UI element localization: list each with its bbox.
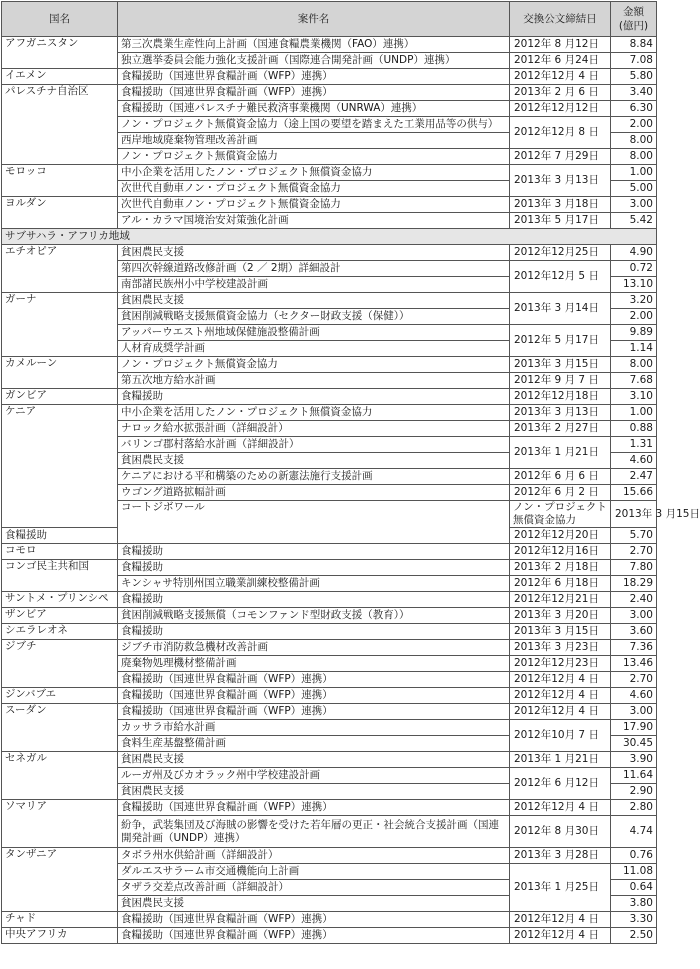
date-cell: 2012年12月 4 日 xyxy=(510,928,611,944)
date-cell: 2012年12月 4 日 xyxy=(510,800,611,816)
date-cell: 2012年12月 4 日 xyxy=(510,912,611,928)
table-row xyxy=(2,85,657,101)
country-cell: ジンバブエ xyxy=(2,688,118,704)
amount-cell: 6.30 xyxy=(611,101,657,117)
amount-cell: 7.08 xyxy=(611,53,657,69)
project-cell: 貧困農民支援 xyxy=(118,784,510,800)
project-cell: ノン・プロジェクト無償資金協力 xyxy=(510,501,611,528)
project-cell: 貧困農民支援 xyxy=(118,453,510,469)
project-cell: ノン・プロジェクト無償資金協力 xyxy=(118,357,510,373)
amount-cell: 1.00 xyxy=(611,405,657,421)
amount-cell: 3.10 xyxy=(611,389,657,405)
country-cell: ガーナ xyxy=(2,293,118,357)
table-row xyxy=(2,608,657,624)
country-cell: モロッコ xyxy=(2,165,118,197)
project-cell: 第三次農業生産性向上計画（国連食糧農業機関（FAO）連携） xyxy=(118,37,510,53)
region-label: サブサハラ・アフリカ地域 xyxy=(2,229,657,245)
table-body xyxy=(2,37,700,944)
project-cell: アッパーウエスト州地域保健施設整備計画 xyxy=(118,325,510,341)
table-row xyxy=(2,752,657,768)
project-cell: 食糧援助（国連世界食糧計画（WFP）連携） xyxy=(118,69,510,85)
project-cell: 食糧援助（国連世界食糧計画（WFP）連携） xyxy=(118,704,510,720)
project-cell: 貧困農民支援 xyxy=(118,896,510,912)
date-cell: 2013年 2 月27日 xyxy=(510,421,611,437)
amount-cell: 3.00 xyxy=(611,608,657,624)
date-cell: 2013年 2 月 6 日 xyxy=(510,85,611,101)
amount-cell: 2.40 xyxy=(611,592,657,608)
project-cell: ノン・プロジェクト無償資金協力 xyxy=(118,149,510,165)
date-cell: 2012年 6 月 2 日 xyxy=(510,485,611,501)
date-cell: 2012年 8 月30日 xyxy=(510,816,611,848)
date-cell: 2012年12月 5 日 xyxy=(510,261,611,293)
country-cell: コモロ xyxy=(2,544,118,560)
table-row xyxy=(2,293,657,309)
date-cell: 2012年12月21日 xyxy=(510,592,611,608)
project-cell: 人材育成奨学計画 xyxy=(118,341,510,357)
date-cell: 2012年12月25日 xyxy=(510,245,611,261)
project-cell: 食料生産基盤整備計画 xyxy=(118,736,510,752)
amount-cell: 3.60 xyxy=(611,624,657,640)
amount-cell: 1.00 xyxy=(611,165,657,181)
amount-cell: 3.90 xyxy=(611,752,657,768)
country-cell: エチオピア xyxy=(2,245,118,293)
header-country: 国名 xyxy=(2,2,118,37)
amount-cell: 9.89 xyxy=(611,325,657,341)
amount-cell: 2.00 xyxy=(611,309,657,325)
project-cell: 次世代自動車ノン・プロジェクト無償資金協力 xyxy=(118,197,510,213)
table-row xyxy=(2,624,657,640)
date-cell: 2012年10月 7 日 xyxy=(510,720,611,752)
project-cell: ジブチ市消防救急機材改善計画 xyxy=(118,640,510,656)
date-cell: 2013年 3 月28日 xyxy=(510,848,611,864)
project-cell: ケニアにおける平和構築のための新憲法施行支援計画 xyxy=(118,469,510,485)
header-amount-unit: (億円) xyxy=(618,20,649,32)
date-cell: 2013年 1 月21日 xyxy=(510,752,611,768)
country-cell: シエラレオネ xyxy=(2,624,118,640)
amount-cell: 18.29 xyxy=(611,576,657,592)
project-cell: 中小企業を活用したノン・プロジェクト無償資金協力 xyxy=(118,405,510,421)
project-cell: キンシャサ特別州国立職業訓練校整備計画 xyxy=(118,576,510,592)
amount-cell: 0.64 xyxy=(611,880,657,896)
project-cell: ルーガ州及びカオラック州中学校建設計画 xyxy=(118,768,510,784)
project-cell: 食糧援助（国連世界食糧計画（WFP）連携） xyxy=(118,912,510,928)
table-row xyxy=(2,800,657,816)
amount-cell: 3.40 xyxy=(611,85,657,101)
project-cell: 食糧援助（国連世界食糧計画（WFP）連携） xyxy=(118,672,510,688)
amount-cell: 0.76 xyxy=(611,848,657,864)
date-cell: 2012年 8 月12日 xyxy=(510,37,611,53)
date-cell: 2013年 2 月18日 xyxy=(510,560,611,576)
amount-cell: 8.00 xyxy=(611,149,657,165)
table-row xyxy=(2,640,657,656)
date-cell: 2013年 3 月15日 xyxy=(510,624,611,640)
amount-cell: 5.00 xyxy=(611,181,657,197)
grant-aid-table xyxy=(1,1,700,944)
table-header-row xyxy=(2,2,657,37)
project-cell: 中小企業を活用したノン・プロジェクト無償資金協力 xyxy=(118,165,510,181)
date-cell: 2012年 6 月24日 xyxy=(510,53,611,69)
project-cell: バリンゴ郡村落給水計画（詳細設計） xyxy=(118,437,510,453)
amount-cell: 2.70 xyxy=(611,544,657,560)
country-cell: ザンビア xyxy=(2,608,118,624)
amount-cell: 13.46 xyxy=(611,656,657,672)
date-cell: 2012年 6 月12日 xyxy=(510,768,611,800)
project-cell: ウゴング道路拡幅計画 xyxy=(118,485,510,501)
amount-cell: 11.64 xyxy=(611,768,657,784)
project-cell: タザラ交差点改善計画（詳細設計） xyxy=(118,880,510,896)
amount-cell: 2.47 xyxy=(611,469,657,485)
amount-cell: 7.80 xyxy=(611,560,657,576)
table-row xyxy=(2,389,657,405)
amount-cell: 4.60 xyxy=(611,688,657,704)
table-row xyxy=(2,704,657,720)
amount-cell: 4.60 xyxy=(611,453,657,469)
date-cell: 2012年12月16日 xyxy=(510,544,611,560)
project-cell: 食糧援助（国連世界食糧計画（WFP）連携） xyxy=(118,85,510,101)
project-cell: 第五次地方給水計画 xyxy=(118,373,510,389)
date-cell: 2012年 9 月 7 日 xyxy=(510,373,611,389)
amount-cell: 2.50 xyxy=(611,928,657,944)
project-cell: 食糧援助 xyxy=(118,592,510,608)
project-cell: 独立選挙委員会能力強化支援計画（国際連合開発計画（UNDP）連携） xyxy=(118,53,510,69)
table-row xyxy=(2,544,657,560)
amount-cell: 15.66 xyxy=(611,485,657,501)
table-row xyxy=(2,69,657,85)
project-cell: 食糧援助 xyxy=(118,389,510,405)
amount-cell: 13.10 xyxy=(611,277,657,293)
header-amount-label: 金額 xyxy=(623,6,644,18)
amount-cell: 1.14 xyxy=(611,341,657,357)
header-amount xyxy=(611,2,657,37)
amount-cell: 5.42 xyxy=(611,213,657,229)
project-cell: 食糧援助（国連世界食糧計画（WFP）連携） xyxy=(118,800,510,816)
project-cell: 貧困農民支援 xyxy=(118,293,510,309)
date-cell: 2013年 3 月13日 xyxy=(510,165,611,197)
project-cell: 食糧援助 xyxy=(118,560,510,576)
amount-cell: 8.84 xyxy=(611,37,657,53)
date-cell: 2012年12月 4 日 xyxy=(510,688,611,704)
date-cell: 2012年 7 月29日 xyxy=(510,149,611,165)
project-cell: 南部諸民族州小中学校建設計画 xyxy=(118,277,510,293)
date-cell: 2012年12月20日 xyxy=(510,528,611,544)
date-cell: 2012年12月23日 xyxy=(510,656,611,672)
date-cell: 2013年 1 月21日 xyxy=(510,437,611,469)
project-cell: 紛争，武装集団及び海賊の影響を受けた若年層の更正・社会統合支援計画（国連開発計画（UNDP）連携） xyxy=(118,816,510,848)
project-cell: 食糧援助（国連世界食糧計画（WFP）連携） xyxy=(118,688,510,704)
project-cell: タボラ州水供給計画（詳細設計） xyxy=(118,848,510,864)
project-cell: 食糧援助 xyxy=(118,544,510,560)
project-cell: 廃棄物処理機材整備計画 xyxy=(118,656,510,672)
table-row xyxy=(2,928,657,944)
amount-cell: 8.00 xyxy=(611,133,657,149)
date-cell: 2012年12月12日 xyxy=(510,101,611,117)
country-cell: ケニア xyxy=(2,405,118,528)
date-cell: 2013年 3 月18日 xyxy=(510,197,611,213)
date-cell: 2012年12月 4 日 xyxy=(510,69,611,85)
project-cell: 貧困農民支援 xyxy=(118,752,510,768)
project-cell: 貧困削減戦略支援無償（コモンファンド型財政支援（教育）） xyxy=(118,608,510,624)
amount-cell: 3.00 xyxy=(611,197,657,213)
amount-cell: 5.80 xyxy=(611,69,657,85)
amount-cell: 3.30 xyxy=(611,912,657,928)
date-cell: 2013年 3 月13日 xyxy=(510,405,611,421)
table-row xyxy=(2,912,657,928)
date-cell: 2012年12月 8 日 xyxy=(510,117,611,149)
country-cell: アフガニスタン xyxy=(2,37,118,69)
amount-cell: 3.20 xyxy=(611,293,657,309)
country-cell: サントメ・プリンシペ xyxy=(2,592,118,608)
country-cell: ヨルダン xyxy=(2,197,118,229)
project-cell: アル・カラマ国境治安対策強化計画 xyxy=(118,213,510,229)
table-row xyxy=(2,37,657,53)
header-date: 交換公文締結日 xyxy=(510,2,611,37)
date-cell: 2013年 3 月14日 xyxy=(510,293,611,325)
country-cell: ジブチ xyxy=(2,640,118,688)
country-cell: スーダン xyxy=(2,704,118,752)
project-cell: ノン・プロジェクト無償資金協力（途上国の要望を踏まえた工業用品等の供与） xyxy=(118,117,510,133)
amount-cell: 5.70 xyxy=(611,528,657,544)
project-cell: 貧困農民支援 xyxy=(118,245,510,261)
date-cell: 2013年 3 月15日 xyxy=(611,501,657,528)
date-cell: 2013年 3 月20日 xyxy=(510,608,611,624)
project-cell: 次世代自動車ノン・プロジェクト無償資金協力 xyxy=(118,181,510,197)
country-cell: チャド xyxy=(2,912,118,928)
date-cell: 2012年12月 4 日 xyxy=(510,704,611,720)
amount-cell: 4.74 xyxy=(611,816,657,848)
date-cell: 2013年 3 月23日 xyxy=(510,640,611,656)
date-cell: 2012年12月 4 日 xyxy=(510,672,611,688)
date-cell: 2012年 6 月18日 xyxy=(510,576,611,592)
amount-cell: 0.72 xyxy=(611,261,657,277)
table-row xyxy=(2,405,657,421)
country-cell: カメルーン xyxy=(2,357,118,389)
country-cell: パレスチナ自治区 xyxy=(2,85,118,165)
date-cell: 2012年12月18日 xyxy=(510,389,611,405)
amount-cell: 7.68 xyxy=(611,373,657,389)
amount-cell: 0.88 xyxy=(611,421,657,437)
country-cell: 中央アフリカ xyxy=(2,928,118,944)
project-cell: 食糧援助 xyxy=(2,528,118,544)
table-row xyxy=(2,592,657,608)
amount-cell: 2.80 xyxy=(611,800,657,816)
date-cell: 2013年 3 月15日 xyxy=(510,357,611,373)
header-project: 案件名 xyxy=(118,2,510,37)
country-cell: タンザニア xyxy=(2,848,118,912)
project-cell: カッサラ市給水計画 xyxy=(118,720,510,736)
country-cell: コートジボワール xyxy=(118,501,510,544)
table-row xyxy=(2,848,657,864)
table-row xyxy=(2,560,657,576)
table-row xyxy=(2,197,657,213)
project-cell: 西岸地域廃棄物管理改善計画 xyxy=(118,133,510,149)
country-cell: イエメン xyxy=(2,69,118,85)
table-row xyxy=(2,165,657,181)
country-cell: ガンビア xyxy=(2,389,118,405)
country-cell: セネガル xyxy=(2,752,118,800)
project-cell: 食糧援助（国連パレスチナ難民救済事業機関（UNRWA）連携） xyxy=(118,101,510,117)
amount-cell: 7.36 xyxy=(611,640,657,656)
table-row xyxy=(2,245,657,261)
amount-cell: 4.90 xyxy=(611,245,657,261)
date-cell: 2013年 1 月25日 xyxy=(510,864,611,912)
amount-cell: 2.00 xyxy=(611,117,657,133)
amount-cell: 11.08 xyxy=(611,864,657,880)
region-row xyxy=(2,229,657,245)
project-cell: 食糧援助（国連世界食糧計画（WFP）連携） xyxy=(118,928,510,944)
amount-cell: 30.45 xyxy=(611,736,657,752)
date-cell: 2013年 5 月17日 xyxy=(510,213,611,229)
amount-cell: 1.31 xyxy=(611,437,657,453)
date-cell: 2012年 6 月 6 日 xyxy=(510,469,611,485)
project-cell: 貧困削減戦略支援無償資金協力（セクター財政支援（保健）） xyxy=(118,309,510,325)
project-cell: ナロック給水拡張計画（詳細設計） xyxy=(118,421,510,437)
table-row xyxy=(2,688,657,704)
amount-cell: 2.90 xyxy=(611,784,657,800)
date-cell: 2012年 5 月17日 xyxy=(510,325,611,357)
project-cell: 食糧援助 xyxy=(118,624,510,640)
country-cell: ソマリア xyxy=(2,800,118,848)
project-cell: 第四次幹線道路改修計画（2 ／ 2期）詳細設計 xyxy=(118,261,510,277)
project-cell: ダルエスサラーム市交通機能向上計画 xyxy=(118,864,510,880)
amount-cell: 3.00 xyxy=(611,704,657,720)
amount-cell: 3.80 xyxy=(611,896,657,912)
table-row xyxy=(2,357,657,373)
amount-cell: 8.00 xyxy=(611,357,657,373)
country-cell: コンゴ民主共和国 xyxy=(2,560,118,592)
amount-cell: 2.70 xyxy=(611,672,657,688)
amount-cell: 17.90 xyxy=(611,720,657,736)
